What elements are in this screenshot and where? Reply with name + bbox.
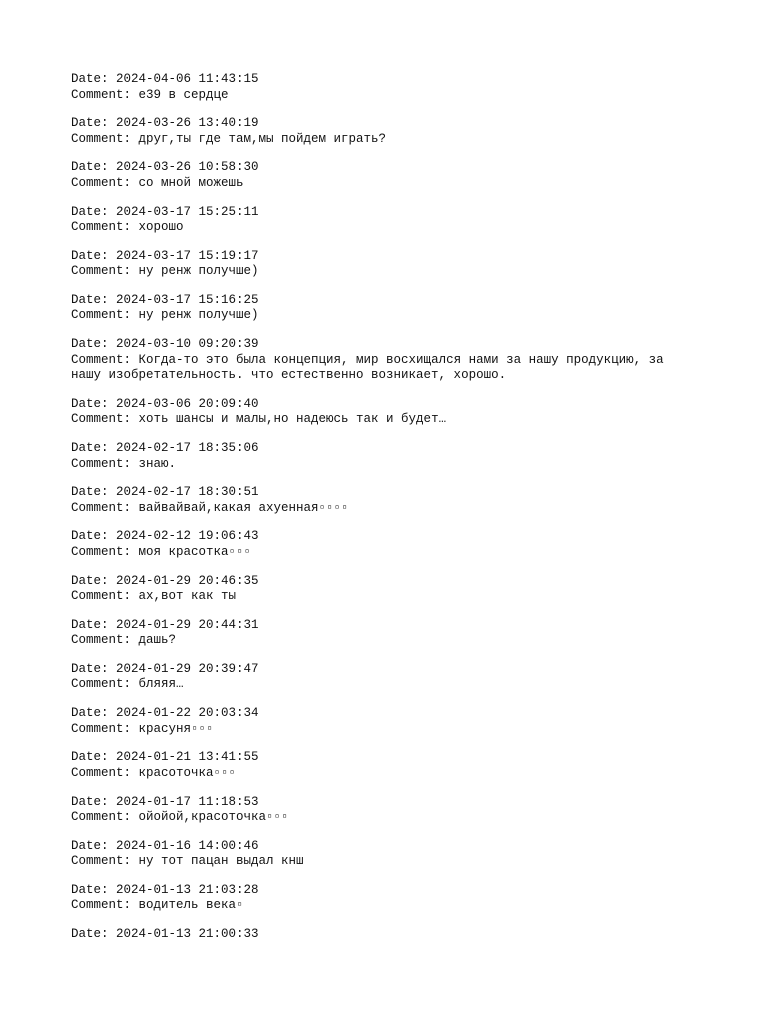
comment-text: ойойой,красоточка▫▫▫	[138, 810, 289, 824]
comment-entry	[71, 529, 691, 560]
comment-entry	[71, 160, 691, 191]
entry-comment	[71, 308, 691, 324]
comment-prefix: Comment:	[71, 175, 139, 190]
date-value: 2024-03-26 13:40:19	[116, 116, 259, 131]
entry-comment	[71, 545, 691, 561]
date-prefix: Date:	[71, 160, 117, 175]
entry-date	[71, 750, 691, 766]
comment-entry	[71, 927, 691, 943]
comment-entry	[71, 116, 691, 147]
date-prefix: Date:	[71, 794, 117, 809]
date-prefix: Date:	[71, 204, 117, 219]
comment-text: вайвайвай,какая ахуенная▫▫▫▫	[138, 500, 349, 515]
entry-date	[71, 249, 691, 265]
date-prefix: Date:	[71, 661, 117, 676]
date-prefix: Date:	[71, 927, 117, 942]
entry-date	[71, 397, 691, 413]
comment-prefix: Comment:	[71, 131, 139, 146]
entry-date	[71, 706, 691, 722]
entry-date	[71, 72, 691, 88]
date-value: 2024-01-29 20:39:47	[116, 661, 259, 676]
date-value: 2024-03-17 15:19:17	[116, 248, 259, 263]
comment-prefix: Comment:	[71, 633, 139, 648]
comment-text: хорошо	[138, 220, 184, 235]
entry-comment	[71, 353, 691, 384]
entry-comment	[71, 722, 691, 738]
entry-date	[71, 795, 691, 811]
comment-text: знаю.	[138, 456, 177, 471]
comment-log	[71, 72, 691, 956]
date-value: 2024-02-17 18:30:51	[116, 485, 259, 500]
entry-comment	[71, 264, 691, 280]
comment-text: ну ренж получше)	[138, 264, 259, 279]
comment-text: ну тот пацан выдал кнш	[138, 854, 304, 869]
comment-prefix: Comment:	[71, 500, 139, 515]
comment-text: хоть шансы и малы,но надеюсь так и будет…	[138, 412, 447, 427]
date-prefix: Date:	[71, 248, 117, 263]
entry-date	[71, 293, 691, 309]
date-value: 2024-02-17 18:35:06	[116, 441, 259, 455]
date-value: 2024-01-21 13:41:55	[116, 750, 259, 765]
date-prefix: Date:	[71, 396, 117, 411]
entry-date	[71, 337, 691, 353]
entry-comment	[71, 677, 691, 693]
comment-prefix: Comment:	[71, 898, 139, 913]
comment-prefix: Comment:	[71, 352, 139, 367]
comment-entry	[71, 706, 691, 737]
entry-date	[71, 529, 691, 545]
entry-comment	[71, 501, 691, 517]
entry-date	[71, 160, 691, 176]
comment-text: моя красотка▫▫▫	[138, 544, 252, 559]
comment-prefix: Comment:	[71, 456, 139, 471]
date-value: 2024-01-22 20:03:34	[116, 706, 259, 721]
date-prefix: Date:	[71, 485, 117, 500]
date-prefix: Date:	[71, 750, 117, 765]
comment-prefix: Comment:	[71, 677, 139, 692]
comment-prefix: Comment:	[71, 264, 139, 279]
comment-entry	[71, 337, 691, 384]
comment-text: дашь?	[138, 633, 177, 648]
entry-date	[71, 205, 691, 221]
date-prefix: Date:	[71, 116, 117, 131]
comment-entry	[71, 293, 691, 324]
comment-entry	[71, 397, 691, 428]
entry-date	[71, 883, 691, 899]
entry-comment	[71, 412, 691, 428]
date-prefix: Date:	[71, 441, 117, 455]
comment-prefix: Comment:	[71, 412, 139, 427]
date-prefix: Date:	[71, 337, 117, 352]
date-prefix: Date:	[71, 292, 117, 307]
comment-text: бляяя…	[138, 677, 184, 692]
entry-comment	[71, 88, 691, 104]
date-value: 2024-03-17 15:16:25	[116, 292, 259, 307]
comment-prefix: Comment:	[71, 544, 139, 559]
entry-comment	[71, 457, 691, 473]
entry-date	[71, 485, 691, 501]
comment-prefix: Comment:	[71, 854, 139, 869]
date-prefix: Date:	[71, 573, 117, 588]
date-value: 2024-04-06 11:43:15	[116, 72, 259, 86]
entry-comment	[71, 810, 691, 826]
comment-text: Когда-то это была концепция, мир восхищался нами за нашу продукцию, за нашу изобретательность. что естественно возникает, хорошо.	[71, 352, 672, 383]
comment-prefix: Comment:	[71, 220, 139, 235]
comment-text: ну ренж получше)	[138, 308, 259, 323]
comment-entry	[71, 72, 691, 103]
comment-entry	[71, 205, 691, 236]
comment-text: водитель века▫	[138, 898, 244, 913]
date-value: 2024-01-17 11:18:53	[116, 794, 259, 809]
comment-entry	[71, 795, 691, 826]
entry-date	[71, 574, 691, 590]
date-value: 2024-01-29 20:46:35	[116, 573, 259, 588]
comment-prefix: Comment:	[71, 810, 139, 824]
comment-text: красоточка▫▫▫	[138, 765, 237, 780]
date-value: 2024-02-12 19:06:43	[116, 529, 259, 544]
date-prefix: Date:	[71, 72, 117, 86]
comment-prefix: Comment:	[71, 308, 139, 323]
entry-date	[71, 618, 691, 634]
date-value: 2024-03-10 09:20:39	[116, 337, 259, 352]
entry-date	[71, 662, 691, 678]
date-prefix: Date:	[71, 617, 117, 632]
date-value: 2024-01-16 14:00:46	[116, 838, 259, 853]
comment-entry	[71, 662, 691, 693]
comment-entry	[71, 574, 691, 605]
date-prefix: Date:	[71, 529, 117, 544]
date-prefix: Date:	[71, 882, 117, 897]
comment-prefix: Comment:	[71, 765, 139, 780]
date-value: 2024-01-29 20:44:31	[116, 617, 259, 632]
date-prefix: Date:	[71, 838, 117, 853]
date-value: 2024-03-06 20:09:40	[116, 396, 259, 411]
comment-entry	[71, 485, 691, 516]
comment-prefix: Comment:	[71, 589, 139, 604]
date-prefix: Date:	[71, 706, 117, 721]
comment-prefix: Comment:	[71, 87, 139, 102]
comment-entry	[71, 618, 691, 649]
date-value: 2024-03-26 10:58:30	[116, 160, 259, 175]
entry-comment	[71, 854, 691, 870]
entry-date	[71, 927, 691, 943]
date-value: 2024-01-13 21:00:33	[116, 927, 259, 942]
comment-text: со мной можешь	[138, 175, 244, 190]
comment-text: красуня▫▫▫	[138, 721, 214, 736]
comment-entry	[71, 839, 691, 870]
entry-comment	[71, 589, 691, 605]
entry-comment	[71, 132, 691, 148]
entry-comment	[71, 633, 691, 649]
entry-comment	[71, 220, 691, 236]
comment-text: ах,вот как ты	[138, 589, 237, 604]
comment-entry	[71, 441, 691, 472]
date-value: 2024-03-17 15:25:11	[116, 204, 259, 219]
comment-entry	[71, 883, 691, 914]
entry-comment	[71, 176, 691, 192]
comment-text: друг,ты где там,мы пойдем играть?	[138, 131, 387, 146]
entry-date	[71, 441, 691, 457]
comment-entry	[71, 750, 691, 781]
entry-comment	[71, 898, 691, 914]
comment-prefix: Comment:	[71, 721, 139, 736]
entry-date	[71, 116, 691, 132]
date-value: 2024-01-13 21:03:28	[116, 882, 259, 897]
comment-entry	[71, 249, 691, 280]
comment-text: e39 в сердце	[138, 87, 229, 102]
entry-date	[71, 839, 691, 855]
entry-comment	[71, 766, 691, 782]
